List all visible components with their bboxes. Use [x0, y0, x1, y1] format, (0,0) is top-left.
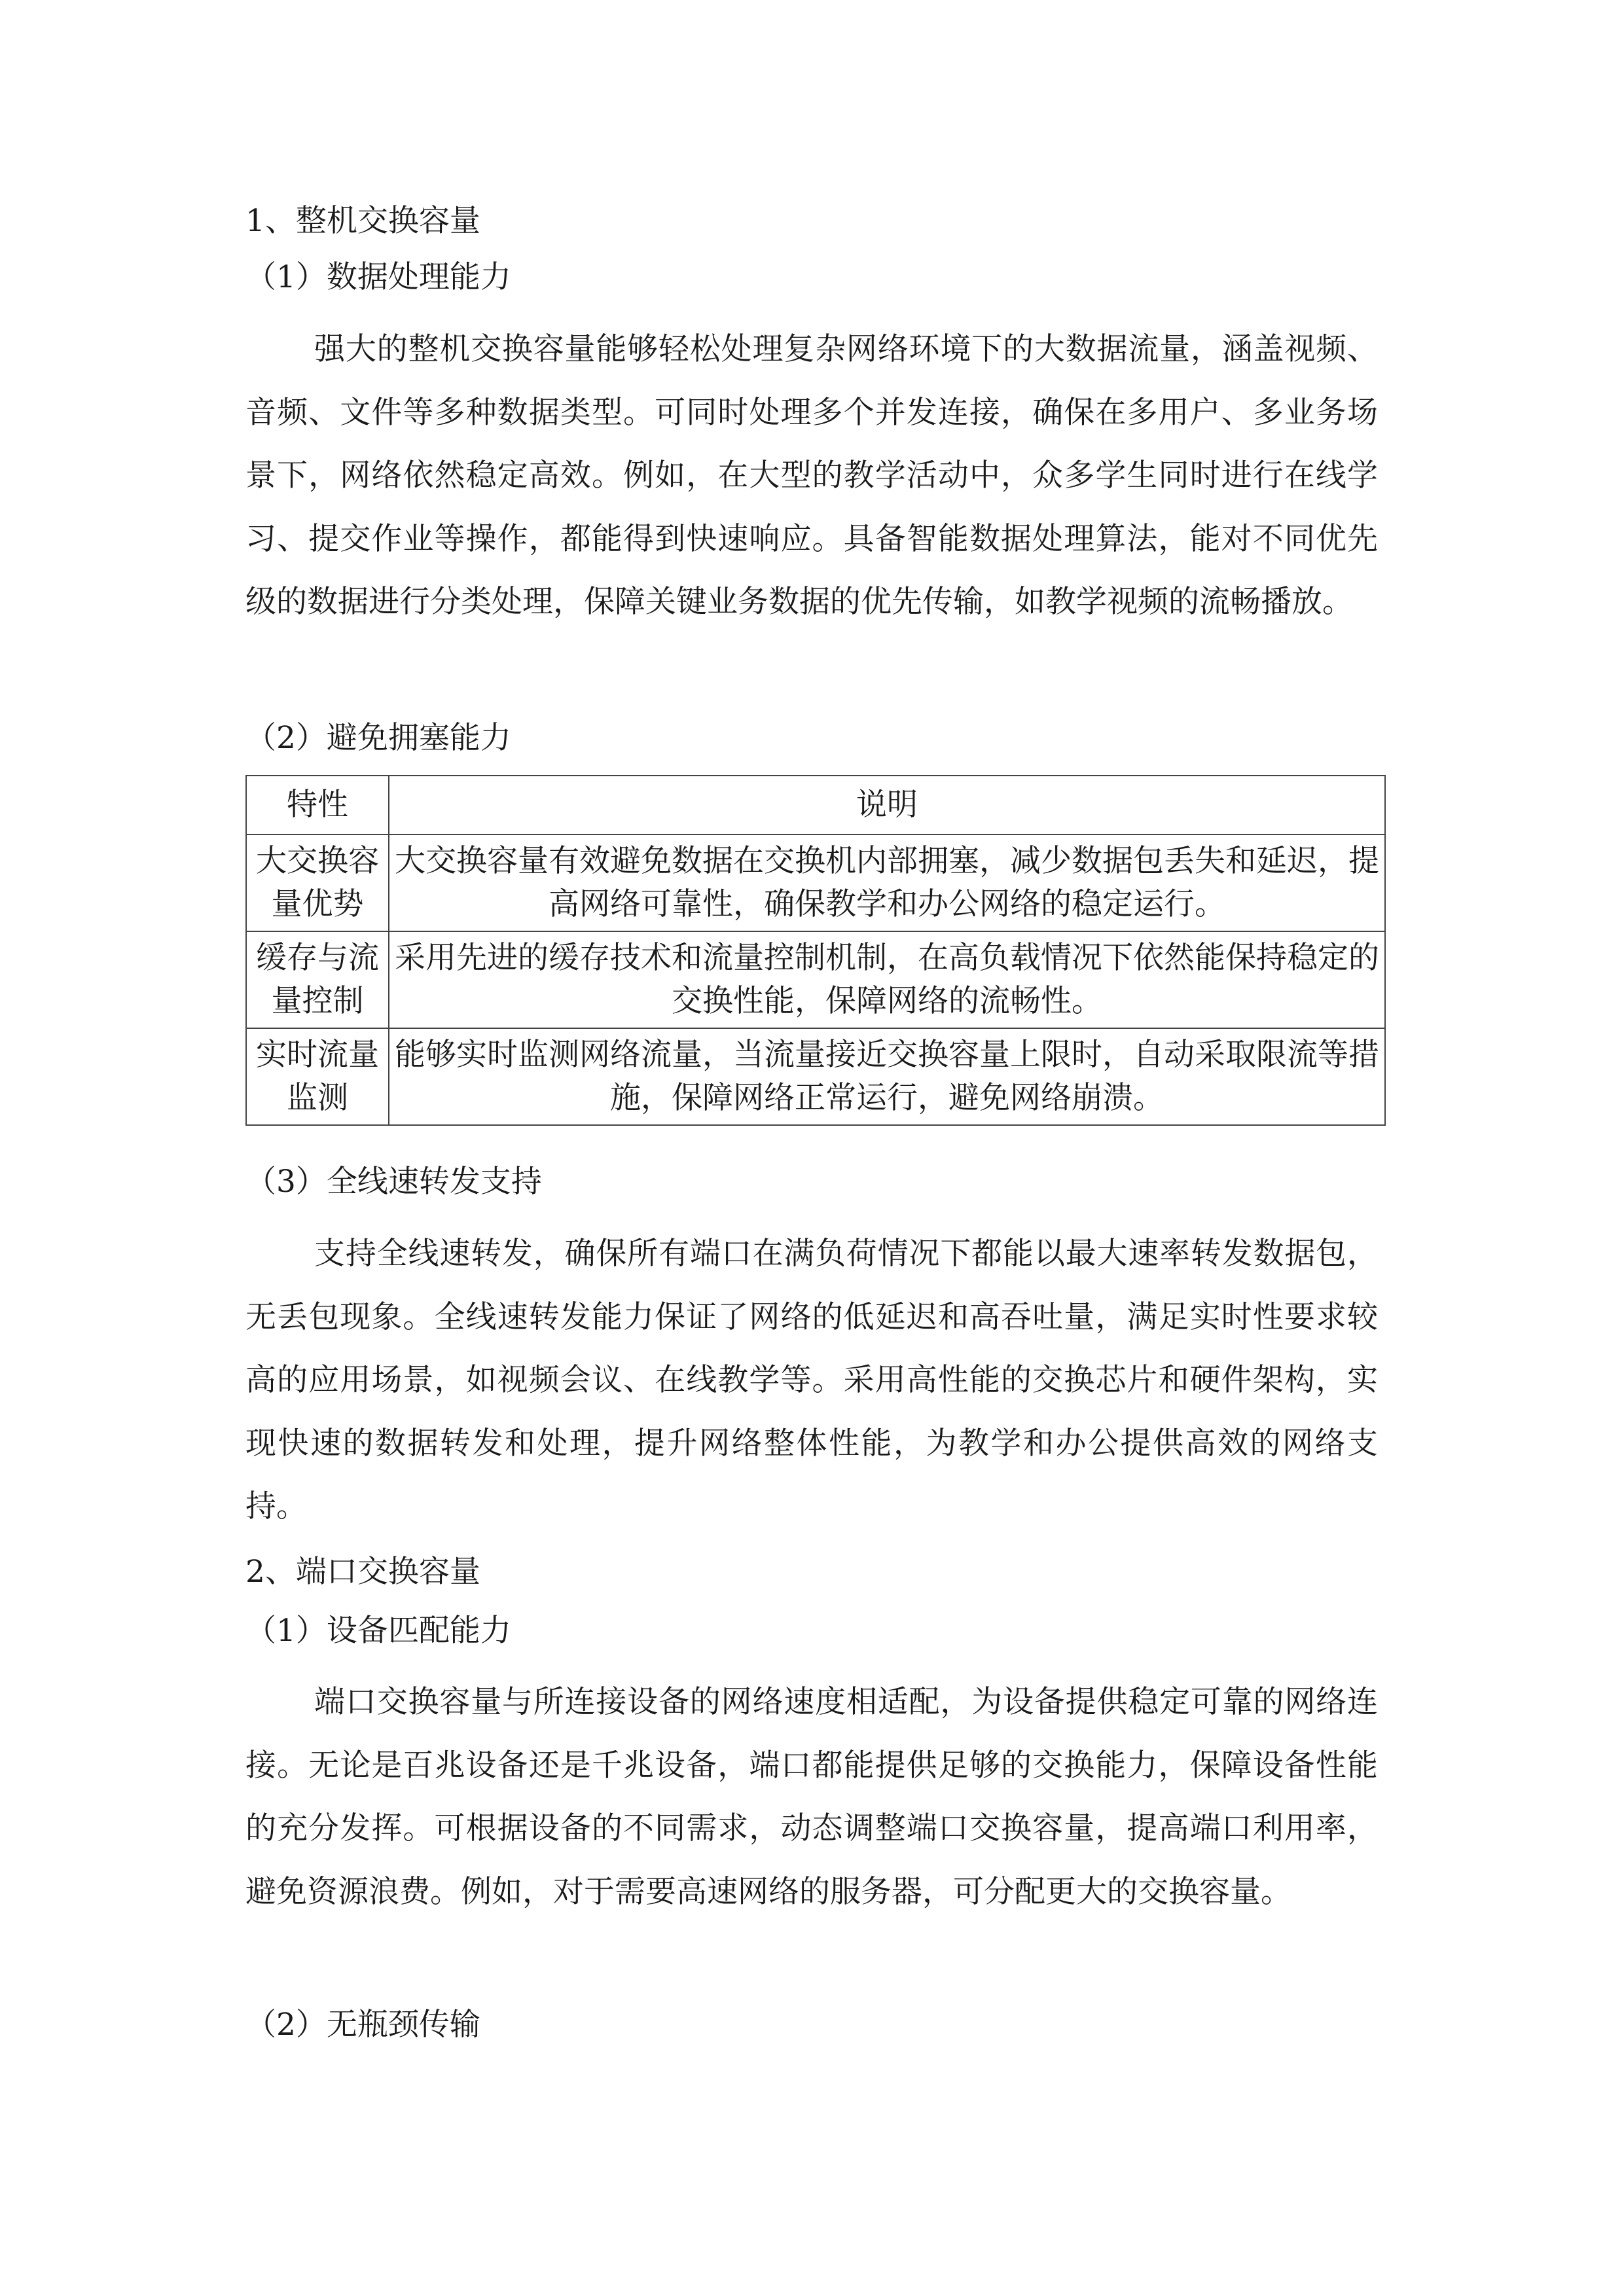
table-row [246, 931, 1385, 1028]
section-1-3-paragraph: 支持全线速转发，确保所有端口在满负荷情况下都能以最大速率转发数据包，无丢包现象。全线速转发能力保证了网络的低延迟和高吞吐量，满足实时性要求较高的应用场景，如视频会议、在线教学等。采用高性能的交换芯片和硬件架构，实现快速的数据转发和处理，提升网络整体性能，为教学和办公提供高效的网络支持。 [245, 1236, 1378, 1524]
table-cell-feature: 缓存与流量控制 [246, 931, 389, 1028]
section-2-2-heading: （2）无瓶颈传输 [245, 2007, 480, 2043]
table-row [246, 1028, 1385, 1125]
section-1-heading: 1、整机交换容量 [245, 203, 480, 239]
table-cell-description: 大交换容量有效避免数据在交换机内部拥塞，减少数据包丢失和延迟，提高网络可靠性，确保教学和办公网络的稳定运行。 [389, 834, 1385, 931]
table-header-description: 说明 [389, 776, 1385, 834]
table-cell-description: 采用先进的缓存技术和流量控制机制，在高负载情况下依然能保持稳定的交换性能，保障网络的流畅性。 [389, 931, 1385, 1028]
congestion-feature-table [245, 775, 1386, 1126]
table-cell-feature: 大交换容量优势 [246, 834, 389, 931]
section-2-heading: 2、端口交换容量 [245, 1554, 480, 1590]
section-2-1-heading: （1）设备匹配能力 [245, 1613, 511, 1649]
section-1-2-heading: （2）避免拥塞能力 [245, 720, 511, 756]
table-cell-description: 能够实时监测网络流量，当流量接近交换容量上限时，自动采取限流等措施，保障网络正常运行，避免网络崩溃。 [389, 1028, 1385, 1125]
table-row [246, 834, 1385, 931]
section-1-1-paragraph: 强大的整机交换容量能够轻松处理复杂网络环境下的大数据流量，涵盖视频、音频、文件等多种数据类型。可同时处理多个并发连接，确保在多用户、多业务场景下，网络依然稳定高效。例如，在大型的教学活动中，众多学生同时进行在线学习、提交作业等操作，都能得到快速响应。具备智能数据处理算法，能对不同优先级的数据进行分类处理，保障关键业务数据的优先传输，如教学视频的流畅播放。 [245, 331, 1378, 620]
section-2-1-paragraph: 端口交换容量与所连接设备的网络速度相适配，为设备提供稳定可靠的网络连接。无论是百兆设备还是千兆设备，端口都能提供足够的交换能力，保障设备性能的充分发挥。可根据设备的不同需求，动态调整端口交换容量，提高端口利用率，避免资源浪费。例如，对于需要高速网络的服务器，可分配更大的交换容量。 [245, 1684, 1378, 1910]
section-1-3-heading: （3）全线速转发支持 [245, 1164, 542, 1200]
table-cell-feature: 实时流量监测 [246, 1028, 389, 1125]
table-header-feature: 特性 [246, 776, 389, 834]
table-header-row [246, 776, 1385, 834]
section-1-1-heading: （1）数据处理能力 [245, 259, 511, 295]
